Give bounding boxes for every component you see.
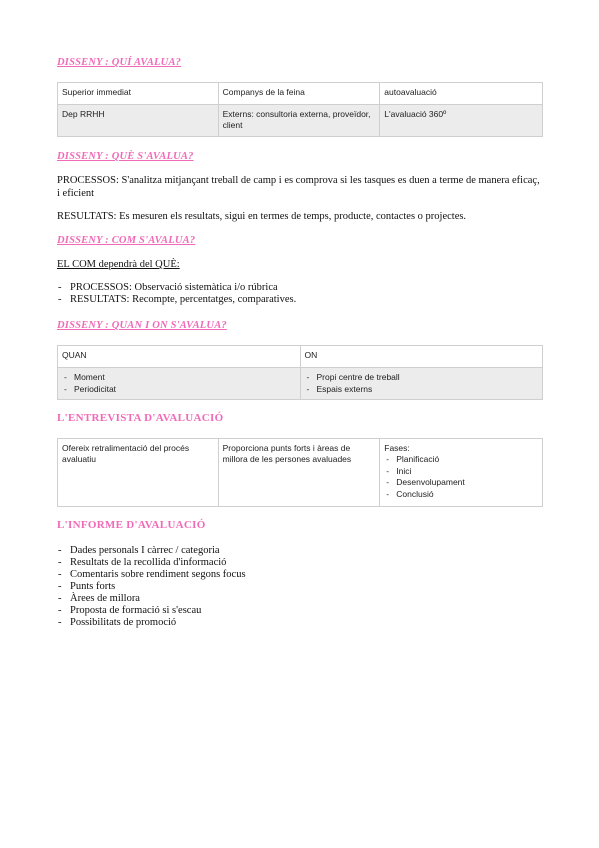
table-row: [58, 346, 543, 368]
paragraph-processos: PROCESSOS: S'analitza mitjançant treball de camp i es comprova si les tasques es duen a terme de manera eficaç, i eficient: [57, 175, 540, 199]
list-item: - PROCESSOS: Observació sistemàtica i/o rúbrica: [57, 282, 296, 294]
table-cell: Ofereix retralimentació del procés avaluatiu: [58, 439, 219, 507]
list-item: - Dades personals I càrrec / categoria: [57, 545, 246, 557]
section-title-com-savalua: DISSENY : COM S'AVALUA?: [57, 235, 196, 246]
list-item: - Planificació: [384, 454, 538, 466]
list-item: - Espais externs: [305, 384, 538, 396]
section-title-quan-on: DISSENY : QUAN I ON S'AVALUA?: [57, 320, 227, 331]
list-item: - Punts forts: [57, 581, 246, 593]
list-item: - Àrees de millora: [57, 593, 246, 605]
section-title-qui-avalua: DISSENY : QUÍ AVALUA?: [57, 57, 182, 68]
list-item: - Inici: [384, 466, 538, 478]
table-cell: Companys de la feina: [218, 83, 380, 105]
table-qui-avalua: [57, 82, 543, 137]
list-item: - Conclusió: [384, 489, 538, 501]
table-cell: Externs: consultoria externa, proveïdor, client: [218, 105, 380, 137]
list-item: - Comentaris sobre rendiment segons focus: [57, 569, 246, 581]
subtitle-com: EL COM dependrà del QUÈ:: [57, 259, 180, 270]
table-row: [58, 439, 543, 507]
table-cell: L'avaluació 360º: [380, 105, 543, 137]
paragraph-resultats: RESULTATS: Es mesuren els resultats, sigui en termes de temps, producte, contactes o projectes.: [57, 211, 467, 222]
table-cell: [300, 368, 542, 400]
list-fases: [384, 454, 538, 500]
table-row: [58, 105, 543, 137]
list-item: - Moment: [62, 372, 296, 384]
table-quan-on: [57, 345, 543, 400]
table-cell: Superior immediat: [58, 83, 219, 105]
table-cell: QUAN: [58, 346, 301, 368]
table-cell: [380, 439, 543, 507]
list-on: [305, 372, 538, 395]
section-title-que-savalua: DISSENY : QUÈ S'AVALUA?: [57, 151, 194, 162]
list-item: - Proposta de formació si s'escau: [57, 605, 246, 617]
list-informe: [57, 545, 246, 629]
list-com: [57, 282, 296, 306]
list-item: - Propi centre de treball: [305, 372, 538, 384]
list-item: - Periodicitat: [62, 384, 296, 396]
fases-label: Fases:: [384, 443, 410, 453]
list-item: - RESULTATS: Recompte, percentatges, comparatives.: [57, 294, 296, 306]
table-cell: Proporciona punts forts i àreas de millora de les persones avaluades: [218, 439, 380, 507]
table-row: [58, 368, 543, 400]
table-cell: Dep RRHH: [58, 105, 219, 137]
table-cell: ON: [300, 346, 542, 368]
table-entrevista: [57, 438, 543, 507]
section-title-entrevista: L'ENTREVISTA D'AVALUACIÓ: [57, 412, 224, 424]
section-title-informe: L'INFORME D'AVALUACIÓ: [57, 519, 206, 531]
list-quan: [62, 372, 296, 395]
table-cell: [58, 368, 301, 400]
list-item: - Possibilitats de promoció: [57, 617, 246, 629]
table-cell: autoavaluació: [380, 83, 543, 105]
list-item: - Desenvolupament: [384, 477, 538, 489]
table-row: [58, 83, 543, 105]
list-item: - Resultats de la recollida d'informació: [57, 557, 246, 569]
